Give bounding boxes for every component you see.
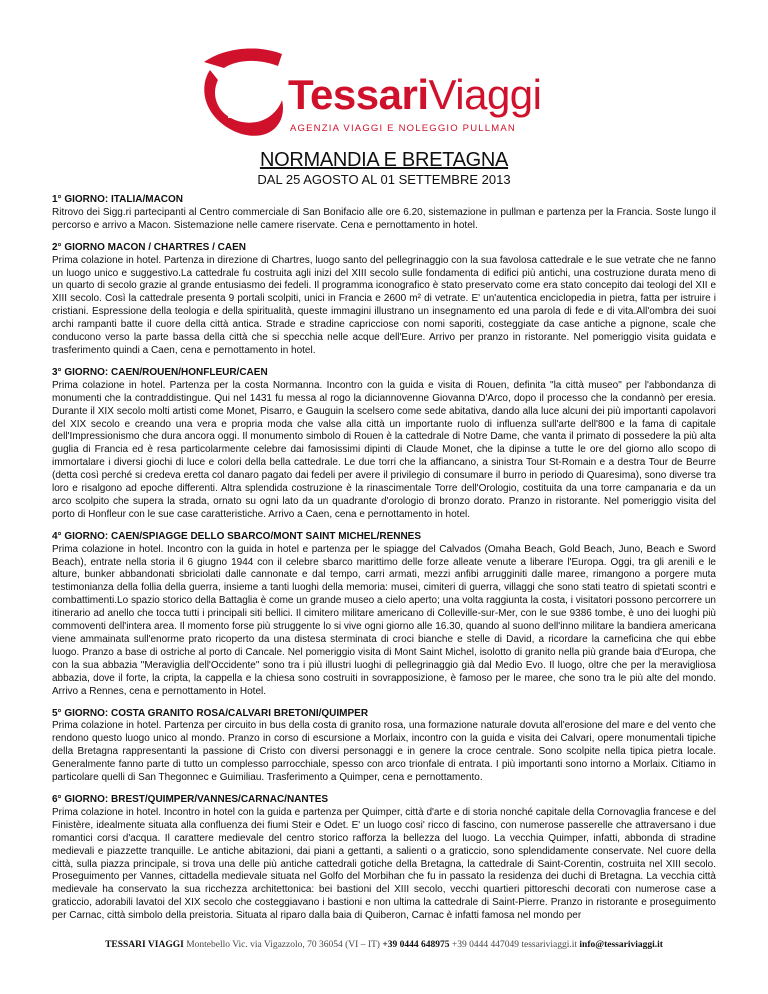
page-subtitle: DAL 25 AGOSTO AL 01 SETTEMBRE 2013: [257, 172, 511, 187]
day-section: [52, 194, 716, 233]
page-title: NORMANDIA E BRETAGNA: [259, 149, 509, 171]
day-section: [52, 708, 716, 785]
day-text: Prima colazione in hotel. Partenza in direzione di Chartres, luogo santo del pellegrinaggio con la sua favolosa cattedrale e le sue vetrate che ne fanno un luogo unico e suggestivo.La cattedrale fu costruita agli inizi del XIII secolo sulle fondamenta di edifici più antichi, una costruzione durata meno di un quarto di secolo grazie al grande entusiasmo dei fedeli. Il programma iconografico è stato preservato come era stato concepito dai teologi del XII e XIII secolo. Così la cattedrale presenta 9 portali scolpiti, unici in Francia e 2600 m² di vetrate. E' un'autentica enciclopedia in pietra, fatta per istruire i cristiani. Espressione della teologia e della spiritualità, queste immagini illustrano un insegnamento ed una parola di fede e di vita.All'ombra dei suoi archi rampanti batte il cuore della città antica. Strade e stradine capricciose con nomi saporiti, costeggiate da case antiche a pignone, scale che conducono verso la parte bassa della città che si specchia nelle acque dell'Eure. Arrivo per pranzo in ristorante. Nel pomeriggio visita guidata e trasferimento quindi a Caen, cena e pernottamento in hotel.: [52, 254, 716, 356]
footer-fax: +39 0444 447049: [451, 940, 519, 950]
day-section: [52, 242, 716, 358]
day-section: [52, 531, 716, 699]
day-title: 5° GIORNO: COSTA GRANITO ROSA/CALVARI BRETONI/QUIMPER: [52, 707, 369, 719]
brand-name-regular: Viaggi: [428, 71, 542, 118]
day-section: [52, 367, 716, 522]
page-footer: [0, 940, 768, 950]
day-text: Ritrovo dei Sigg.ri partecipanti al Centro commerciale di San Bonifacio alle ore 6.20, sistemazione in pullman e partenza per la Francia. Soste lungo il percorso e arrivo a Macon. Sistemazione nelle camere riservate. Cena e pernottamento in hotel.: [52, 206, 716, 231]
day-text: Prima colazione in hotel. Incontro con la guida in hotel e partenza per le spiagge del Calvados (Omaha Beach, Gold Beach, Juno, Beach e Sword Beach), entrate nella storia il 6 giugno 1944 con il celebre sbarco marittimo delle forze alleate venute a liberare l'Europa. Oggi, tra gli arenili e le alture, bunker abbandonati sbriciolati dalle cannonate e dal tempo, carri armati, mezzi anfibi arrugginiti dalle maree, rimangono a porgere muta testimonianza della follia della guerra, insieme a tanti luoghi della memoria: musei, cimiteri di guerra, villaggi che sono stati teatro di spietati scontri e combattimenti.Lo spazio storico della Battaglia è come un grande museo a cielo aperto; una volta raggiunta la costa, i visitatori possono percorrere un itinerario ad anello che tocca tutti i principali siti bellici. Il cimitero militare americano di Colleville-sur-Mer, con le sue 9386 tombe, è uno dei luoghi più commoventi dell'intera area. Il momento forse più struggente lo si vive ogni giorno alle 16.30, quando al suono dell'inno militare la bandiera americana viene ammainata sull'enorme prato ricoperto da una distesa sterminata di croci bianche e stelle di David, a ricordare la carneficina che qui ebbe luogo. Pranzo a base di ostriche al porto di Cancale. Nel pomeriggio visita di Mont Saint Michel, isolotto di granito nella più grande baia d'Europa, che con la sua abbazia "Meraviglia dell'Occidente" sono tra i più illustri luoghi di pellegrinaggio già dal Medio Evo. Il luogo, oltre che per la meravigliosa abbazia, dove il forte, la cripta, la cappella e la chiesa sono costruiti in sovrapposizione, è famoso per le maree, che sono tra le più alte del mondo. Arrivo a Rennes, cena e pernottamento in Hotel.: [52, 543, 716, 697]
day-text: Prima colazione in hotel. Incontro in hotel con la guida e partenza per Quimper, città d'arte e di storia nonché capitale della Cornovaglia francese e del Finistère, idealmente situata alla confluenza dei fiumi Steir e Odet. E' un luogo cosi' ricco di fascino, con numerose passerelle che attraversano i due romantici corsi d'acqua. Il carattere medievale del centro storico rafforza la bellezza del luogo. La vecchia Quimper, infatti, abbonda di stradine medievali e piazzette tranquille. Le antiche abitazioni, dai piani a gettanti, a salienti o a graticcio, sono splendidamente conservate. Nel cuore della città, sulla piazza principale, si trova una delle più antiche cattedrali gotiche della Bretagna, la cattedrale di Saint-Corentin, costruita nel XIII secolo. Proseguimento per Vannes, cittadella medievale situata nel Golfo del Morbihan che fu in passato la residenza dei duchi di Bretagna. La vecchia città medievale ha conservato la sua ricchezza architettonica: bei bastioni del XIII secolo, vecchi quartieri pittoreschi decorati con numerose case a graticcio, adorabili lavatoi del XIX secolo che costeggiavano i bastioni e non ultima la cattedrale di Saint-Pierre. Pranzo in ristorante e proseguimento per Carnac, città simbolo della preistoria. Situata al riparo dalla baia di Quiberon, Carnac è infatti famosa nel mondo per: [52, 806, 716, 922]
day-section: [52, 794, 716, 923]
logo-mark-icon: [196, 40, 286, 140]
brand-tagline: AGENZIA VIAGGI E NOLEGGIO PULLMAN: [290, 123, 516, 134]
footer-company: TESSARI VIAGGI: [105, 940, 184, 950]
footer-address: Montebello Vic. via Vigazzolo, 70 36054 (VI – IT): [186, 940, 380, 950]
itinerary: [52, 194, 716, 932]
brand-name-bold: Tessari: [288, 71, 429, 118]
day-title: 1° GIORNO: ITALIA/MACON: [52, 194, 184, 205]
day-text: Prima colazione in hotel. Partenza per la costa Normanna. Incontro con la guida e visita di Rouen, definita "la città museo" per l'abbondanza di monumenti che la contraddistingue. Qui nel 1431 fu messa al rogo la diciannovenne Giovanna D'Arco, dopo il processo che la condannò per eresia. Durante il XIX secolo molti artisti come Monet, Pisarro, e Gauguin la scelsero come sede abitativa, dando alla luce alcuni dei più importanti capolavori del XIX secolo e creando una vera e propria moda che valse alla città un importante ruolo di influenza sull'arte dell'800 e la fama di capitale dell'Impressionismo che dura ancora oggi. Il monumento simbolo di Rouen è la cattedrale di Notre Dame, che vanta il primato di possedere la più alta guglia di Francia ed è resa particolarmente celebre dai famosissimi dipinti di Claude Monet, che la dipinse a tutte le ore del giorno allo scopo di immortalare i diversi giochi di luce e colori della bella cattedrale. Le due torri che la affiancano, a sinistra Tour St-Romain e a destra Tour de Beurre (detta così perché si credeva eretta col danaro pagato dai fedeli per avere il privilegio di consumare il burro in periodo di Quaresima), sono diverse tra loro e risalgono ad epoche differenti. Altra splendida costruzione è la rinascimentale Torre dell'Orologio, costituita da una torre campanaria e da un arco scolpito che supera la strada, ornato su ogni lato da un quadrante d'orologio di bronzo dorato. Pranzo in ristorante. Nel pomeriggio visita del porto di Honfleur con le sue case caratteristiche. Arrivo a Caen, cena e pernottamento in hotel.: [52, 379, 716, 520]
footer-phone: +39 0444 648975: [382, 940, 450, 950]
footer-email[interactable]: info@tessariviaggi.it: [579, 940, 663, 950]
day-title: 3° GIORNO: CAEN/ROUEN/HONFLEUR/CAEN: [52, 366, 268, 378]
brand-logo: [196, 40, 576, 140]
day-title: 6° GIORNO: BREST/QUIMPER/VANNES/CARNAC/NANTES: [52, 793, 329, 805]
brand-name: [288, 71, 542, 118]
day-title: 2° GIORNO MACON / CHARTRES / CAEN: [52, 241, 247, 253]
day-title: 4° GIORNO: CAEN/SPIAGGE DELLO SBARCO/MONT SAINT MICHEL/RENNES: [52, 530, 422, 542]
footer-website[interactable]: tessariviaggi.it: [521, 940, 578, 950]
day-text: Prima colazione in hotel. Partenza per circuito in bus della costa di granito rosa, una formazione naturale dovuta all'erosione del mare e del vento che rendono questo luogo unico al mondo. Pranzo in corso di escursione a Morlaix, incontro con la guida e visita dei Calvari, opere monumentali tipiche della Bretagna rappresentanti la passione di Cristo con diversi personaggi e in genere la croce centrale. Sono scolpite nella tipica pietra locale. Generalmente fanno parte di tutto un complesso parrocchiale, spesso con arco trionfale di entrata. I più importanti sono intorno a Morlaix. Citiamo in particolare quelli di San Thegonnec e Guimiliau. Trasferimento a Quimper, cena e pernottamento.: [52, 720, 716, 784]
